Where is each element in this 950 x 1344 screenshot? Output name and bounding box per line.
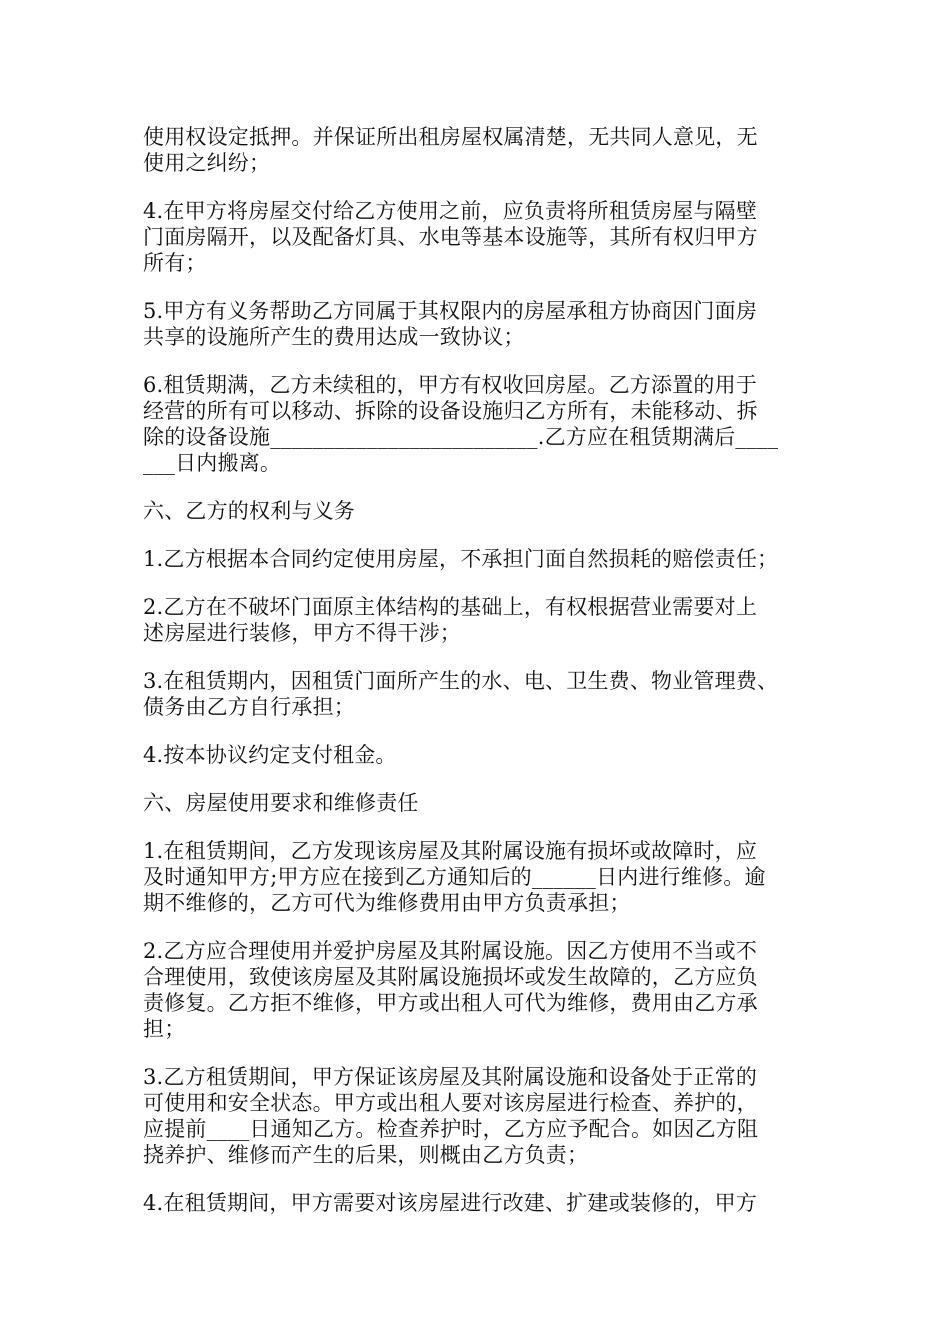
paragraph [143,372,811,476]
text-line: 1.在租赁期间，乙方发现该房屋及其附属设施有损坏或故障时，应 [143,839,758,863]
text-line: 责修复。乙方拒不维修，甲方或出租人可代为维修，费用由乙方承 [143,991,758,1015]
paragraph [143,838,811,916]
text-line: 应提前____日通知乙方。检查养护时，乙方应予配合。如因乙方阻 [143,1117,759,1141]
text-line: 所有； [143,251,207,275]
paragraph [143,1190,811,1216]
text-line: 挠养护、维修而产生的后果，则概由乙方负责； [143,1143,589,1167]
text-line: 期不维修的，乙方可代为维修费用由甲方负责承担； [143,891,631,915]
text-line: ___日内搬离。 [143,451,282,475]
text-line: 6.租赁期满，乙方未续租的，甲方有权收回房屋。乙方添置的用于 [143,373,758,397]
text-line: 门面房隔开，以及配备灯具、水电等基本设施等，其所有权归甲方 [143,225,758,249]
text-line: 使用之纠纷； [143,151,271,175]
text-line: 3.在租赁期内，因租赁门面所产生的水、电、卫生费、物业管理费、 [143,669,779,693]
paragraph [143,198,811,276]
paragraph [143,546,811,572]
text-line: 经营的所有可以移动、拆除的设备设施归乙方所有，未能移动、拆 [143,399,758,423]
text-line: 可使用和安全状态。甲方或出租人要对该房屋进行检查、养护的， [143,1091,758,1115]
text-line: 使用权设定抵押。并保证所出租房屋权属清楚，无共同人意见，无 [143,125,758,149]
paragraph [143,594,811,646]
paragraph [143,298,811,350]
text-line: 2.乙方应合理使用并爱护房屋及其附属设施。因乙方使用不当或不 [143,939,758,963]
text-line: 共享的设施所产生的费用达成一致协议； [143,325,525,349]
paragraph [143,498,811,524]
text-line: 2.乙方在不破坏门面原主体结构的基础上，有权根据营业需要对上 [143,595,758,619]
text-line: 六、乙方的权利与义务 [143,499,355,523]
paragraph [143,1064,811,1168]
text-line: 4.按本协议约定支付租金。 [143,743,397,767]
text-line: 5.甲方有义务帮助乙方同属于其权限内的房屋承租方协商因门面房 [143,299,758,323]
text-line: 述房屋进行装修，甲方不得干涉； [143,621,461,645]
text-line: 4.在租赁期间，甲方需要对该房屋进行改建、扩建或装修的，甲方 [143,1191,758,1215]
text-line: 担； [143,1017,186,1041]
paragraph [143,790,811,816]
text-line: 3.乙方租赁期间，甲方保证该房屋及其附属设施和设备处于正常的 [143,1065,758,1089]
text-line: 除的设备设施_________________________.乙方应在租赁期满后____ [143,425,779,449]
document-page [143,124,811,1238]
text-line: 4.在甲方将房屋交付给乙方使用之前，应负责将所租赁房屋与隔壁 [143,199,758,223]
paragraph [143,938,811,1042]
text-line: 合理使用，致使该房屋及其附属设施损坏或发生故障的，乙方应负 [143,965,758,989]
text-line: 及时通知甲方;甲方应在接到乙方通知后的______日内进行维修。逾 [143,865,766,889]
text-line: 六、房屋使用要求和维修责任 [143,791,419,815]
text-line: 1.乙方根据本合同约定使用房屋，不承担门面自然损耗的赔偿责任； [143,547,779,571]
text-line: 债务由乙方自行承担； [143,695,355,719]
paragraph [143,668,811,720]
paragraph [143,742,811,768]
paragraph [143,124,811,176]
